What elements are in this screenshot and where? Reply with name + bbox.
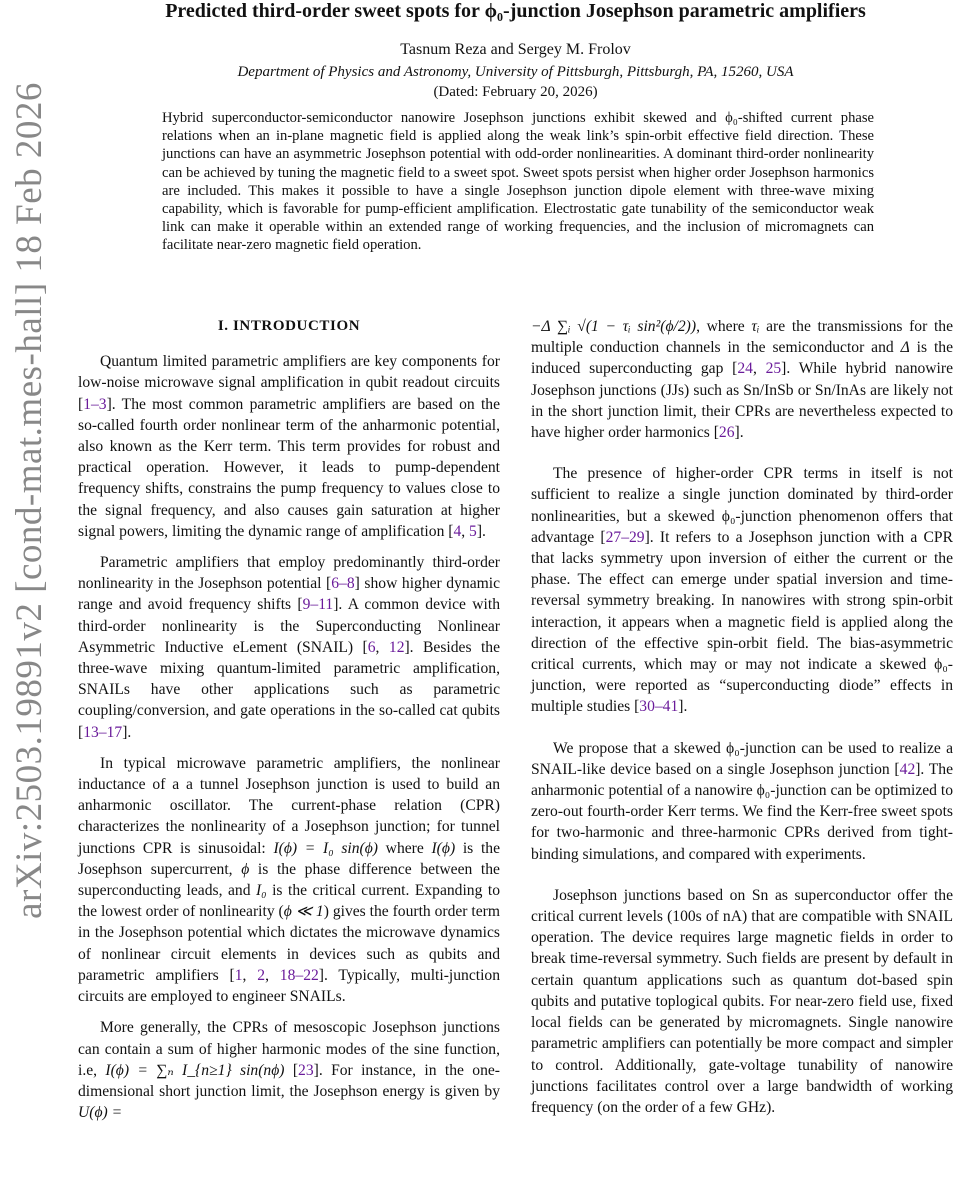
text-span: ]. While hybrid nanowire Josephson junctions (JJs) such as Sn/InSb or Sn/InAs are likely not in the short junction limit, their CPRs are nevertheless expected to have higher order harmonics [ bbox=[531, 360, 954, 442]
citation-link[interactable]: 4 bbox=[453, 522, 462, 540]
citation-link[interactable]: 1–3 bbox=[83, 395, 107, 413]
citation-link[interactable]: 23 bbox=[298, 1061, 314, 1079]
paragraph bbox=[78, 552, 500, 743]
text-span: ]. The most common parametric amplifiers are based on the so-called fourth order nonlinear term of the anharmonic potential, also known as the Kerr term. This term provides for robust and practical operation. However, it leads to pump-dependent frequency shifts, constrains the pump frequency to values close to the signal frequency, and also causes gain saturation at higher signal powers, limiting the dynamic range of amplification [ bbox=[78, 395, 500, 540]
math-inline: Δ bbox=[900, 339, 910, 357]
text-span: is the Josephson supercurrent, bbox=[78, 839, 500, 878]
text-span: ]. Besides the three-wave mixing quantum-limited parametric amplification, SNAILs have other applications such as parametric coupling/conversion, and gate operations in the so-called cat qubits [ bbox=[78, 638, 501, 741]
text-span: ) gives the fourth order term in the Josephson potential which dictates the microwave dynamics of nonlinear circuit elements in devices such as qubits and parametric amplifiers [ bbox=[78, 903, 500, 984]
paragraph bbox=[531, 738, 953, 865]
affiliation: Department of Physics and Astronomy, University of Pittsburgh, Pittsburgh, PA, 15260, USA bbox=[237, 64, 794, 80]
text-span: ] show higher dynamic range and avoid frequency shifts [ bbox=[78, 575, 500, 614]
citation-link[interactable]: 5 bbox=[469, 522, 477, 540]
math-inline: ϕ ≪ 1 bbox=[283, 903, 324, 921]
text-span: ]. It refers to a Josephson junction with a CPR that lacks symmetry upon inversion of either the current or the phase. The effect can emerge under spatial inversion and time-reversal symmetry breaking. In nanowires with strong spin-orbit interaction, it appears when a magnetic field is applied along the direction of the effective spin-orbit field. The bias-asymmetric critical currents, which may or may not indicate a skewed ϕ₀-junction, were reported as “superconducting diode” effects in multiple studies [ bbox=[531, 528, 953, 716]
text-span: is the induced superconducting gap [ bbox=[531, 339, 953, 378]
text-span: where bbox=[377, 839, 432, 857]
text-span: , bbox=[752, 360, 766, 378]
text-span: is the phase difference between the superconducting leads, and bbox=[78, 860, 500, 900]
text-span: More generally, the CPRs of mesoscopic Josephson junctions can contain a sum of higher harmonic modes of the sine function, i.e, bbox=[78, 1019, 500, 1079]
math-inline: I(ϕ) = ∑ₙ I_{n≥1} sin(nϕ) bbox=[105, 1061, 285, 1079]
math-inline: U(ϕ) = bbox=[78, 1104, 123, 1122]
citation-link[interactable]: 24 bbox=[737, 360, 753, 378]
citation-link[interactable]: 12 bbox=[388, 638, 405, 656]
citation-link[interactable]: 30–41 bbox=[639, 698, 679, 716]
paragraph bbox=[78, 753, 500, 1007]
text-span: ]. bbox=[122, 723, 132, 741]
citation-link[interactable]: 27–29 bbox=[605, 528, 645, 546]
text-span: , bbox=[375, 638, 389, 656]
text-span: ]. bbox=[476, 522, 486, 540]
paragraph bbox=[78, 1017, 500, 1123]
paragraph bbox=[531, 316, 953, 443]
text-span: are the transmissions for the multiple conduction channels in the semiconductor and bbox=[531, 318, 953, 357]
text-span: Parametric amplifiers that employ predominantly third-order nonlinearity in the Josephson potential [ bbox=[78, 554, 500, 593]
text-span: ]. bbox=[734, 424, 744, 442]
citation-link[interactable]: 42 bbox=[899, 760, 916, 778]
citation-link[interactable]: 25 bbox=[765, 360, 782, 378]
citation-link[interactable]: 2 bbox=[257, 966, 266, 984]
text-span: ]. bbox=[678, 698, 688, 716]
citation-link[interactable]: 13–17 bbox=[83, 723, 123, 741]
citation-link[interactable]: 18–22 bbox=[279, 966, 319, 984]
paragraph bbox=[78, 351, 500, 542]
paragraph bbox=[531, 463, 953, 717]
section-heading-introduction: I. INTRODUCTION bbox=[217, 318, 361, 334]
math-inline: −Δ ∑ᵢ √(1 − τᵢ sin²(ϕ/2)) bbox=[531, 318, 697, 335]
date-line: (Dated: February 20, 2026) bbox=[433, 84, 598, 100]
citation-link[interactable]: 1 bbox=[234, 966, 243, 984]
text-span: ]. For instance, in the one-dimensional short junction limit, the Josephson energy is given by bbox=[78, 1061, 500, 1100]
text-span: ]. Typically, multi-junction circuits are employed to engineer SNAILs. bbox=[78, 966, 501, 1006]
text-span: , bbox=[242, 966, 258, 984]
author-list: Tasnum Reza and Sergey M. Frolov bbox=[400, 41, 631, 58]
paper-title: Predicted third-order sweet spots for ϕ₀-junction Josephson parametric amplifiers bbox=[165, 0, 866, 22]
text-span: , bbox=[461, 522, 470, 540]
math-inline: I(ϕ) = I₀ sin(ϕ) bbox=[273, 839, 378, 857]
text-span: We propose that a skewed ϕ₀-junction can be used to realize a SNAIL-like device based on a single Josephson junction [ bbox=[531, 739, 953, 778]
right-column bbox=[531, 316, 953, 1128]
citation-link[interactable]: 26 bbox=[718, 424, 735, 442]
paragraph bbox=[531, 885, 953, 1118]
math-inline: ϕ bbox=[241, 860, 250, 878]
text-span: Josephson junctions based on Sn as superconductor offer the critical current levels (100s of nA) that are compatible with SNAIL operation. The device requires large magnetic fields in order to break time-reversal symmetry. Such fields are present by default in certain quantum applications such as quantum dot-based spin qubits and putative toplogical qubits. For near-zero field use, fixed local fields can be generated by micromagnets. Single nanowire parametric amplifiers can potentially be more compact and simpler to control. Additionally, gate-voltage tunability of nanowire junctions facilitates control over a large bandwidth of working frequency (on the order of a few GHz). bbox=[531, 886, 953, 1116]
text-span: The presence of higher-order CPR terms in itself is not sufficient to realize a single junction dominated by third-order nonlinearities, but a skewed ϕ₀-junction phenomenon offers that advantage [ bbox=[531, 465, 953, 546]
math-inline: I₀ bbox=[255, 882, 267, 900]
math-inline: I(ϕ) bbox=[431, 839, 456, 857]
arxiv-identifier-text: arXiv:2503.19891v2 [cond-mat.mes-hall] 18 Feb 2026 bbox=[8, 81, 50, 919]
text-span: ]. The anharmonic potential of a nanowire ϕ₀-junction can be optimized to zero-out fourth-order Kerr terms. We find the Kerr-free sweet spots for two-harmonic and three-harmonic CPRs derived from tight-binding simulations, and compared with experiments. bbox=[531, 760, 954, 863]
abstract: Hybrid superconductor-semiconductor nanowire Josephson junctions exhibit skewed and ϕ₀-shifted current phase relations when an in-plane magnetic field is applied along the weak link’s spin-orbit effective field direction. These junctions can have an asymmetric Josephson potential with odd-order nonlinearities. A dominant third-order nonlinearity can be achieved by tuning the magnetic field to a sweet spot. Sweet spots persist when higher order Josephson harmonics are included. This makes it possible to have a single Josephson junction dipole element with three-wave mixing capability, which is favorable for pump-efficient amplification. Electrostatic gate tunability of the semiconductor weak link can make it operable within an extended range of working frequencies, and the inclusion of micromagnets can facilitate near-zero magnetic field operation. bbox=[162, 110, 874, 254]
citation-link[interactable]: 9–11 bbox=[302, 596, 334, 614]
text-span: In typical microwave parametric amplifiers, the nonlinear inductance of a a tunnel Josephson junction is used to build an anharmonic oscillator. The current-phase relation (CPR) characterizes the nonlinearity of a Josephson junction; for tunnel junctions CPR is sinusoidal: bbox=[78, 754, 500, 857]
citation-link[interactable]: 6–8 bbox=[331, 575, 355, 593]
text-span: , where bbox=[696, 318, 752, 335]
text-span: is the critical current. Expanding to the lowest order of nonlinearity ( bbox=[78, 882, 501, 921]
left-column bbox=[78, 308, 500, 1133]
text-span: , bbox=[265, 966, 280, 984]
math-inline: τᵢ bbox=[751, 318, 760, 335]
text-span: ]. A common device with third-order nonlinearity is the Superconducting Nonlinear Asymmetric Inductive eLement (SNAIL) [ bbox=[78, 596, 500, 656]
text-span: [ bbox=[284, 1061, 299, 1079]
text-span: Quantum limited parametric amplifiers are key components for low-noise microwave signal amplification in qubit readout circuits [ bbox=[78, 353, 500, 413]
citation-link[interactable]: 6 bbox=[367, 638, 376, 656]
arxiv-identifier-stamp bbox=[4, 0, 54, 1000]
